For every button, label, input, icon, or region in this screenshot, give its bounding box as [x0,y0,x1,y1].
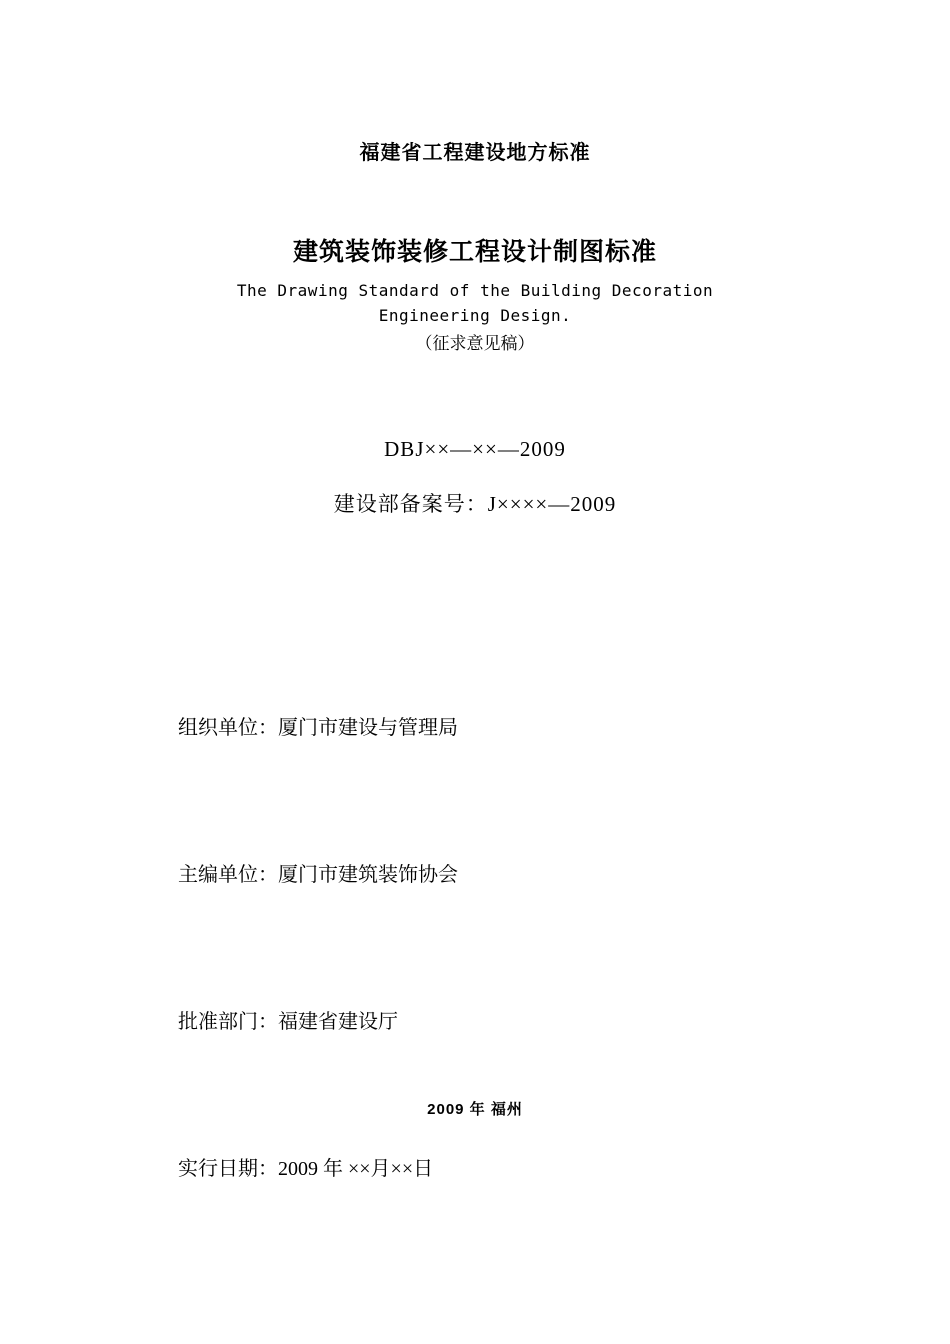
meta-label: 实行日期： [178,1158,278,1180]
meta-label: 批准部门： [178,1011,278,1033]
meta-row [148,655,788,802]
meta-value: 2009 年 ××月××日 [278,1158,434,1180]
meta-value: 福建省建设厅 [278,1011,398,1033]
ministry-record-number: 建设部备案号：J××××—2009 [333,492,617,516]
standard-code-number: DBJ××—××—2009 [384,437,566,461]
meta-value: 厦门市建筑装饰协会 [278,864,458,886]
draft-status-note: （征求意见稿） [415,334,535,353]
meta-value: 厦门市建设与管理局 [278,717,458,739]
standard-category-heading: 福建省工程建设地方标准 [359,142,591,164]
footer-year-city: 2009 年 福州 [427,1101,523,1118]
meta-label: 主编单位： [178,864,278,886]
meta-label: 组织单位： [178,717,278,739]
document-title-english-line1: The Drawing Standard of the Building Decoration [236,281,714,300]
publication-info-block [148,655,788,1243]
document-title-chinese: 建筑装饰装修工程设计制图标准 [292,238,657,266]
meta-row [148,949,788,1096]
document-title-english-line2: Engineering Design. [378,306,572,325]
meta-row [148,802,788,949]
